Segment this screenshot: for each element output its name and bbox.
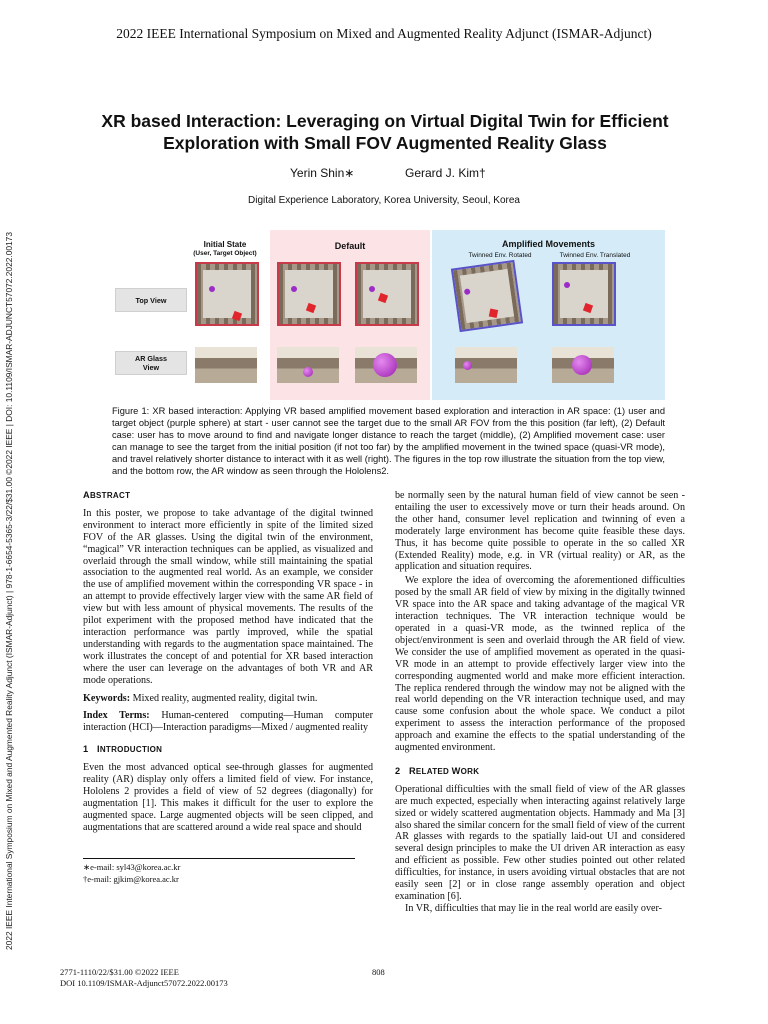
top-view-text: Top View	[135, 295, 167, 305]
abstract-text: In this poster, we propose to take advantage of the digital twinned environment to interact more efficiently in spite of the limited sized FOV of the AR glasses. Using the digital twin of the environment, “magical” VR interaction techniques can be applied, as visualized and overlaid through the small window, while still maintaining the spatial association to the augmented real world. As an example, we consider the use of amplified movement within the corresponding VR space - in an attempt to provide effectively larger view with the same AR field of view but with less amount of physical movements. The results of the pilot experiment with the proposed method have indicated that the interaction performance was partly improved, while the spatial understanding with regards to the augmentation space maintained. The work illustrates the concept of and potential for XR based interaction where the user can leverage on the advantages of both VR and AR mode operations.	[83, 507, 373, 686]
intro-heading	[83, 744, 373, 756]
keywords-label: Keywords:	[83, 692, 131, 704]
intro-continued-1: be normally seen by the natural human field of view cannot be seen - entailing the user to excessively move or turn their heads around. On the other hand, consumer level replication and twinning of even a moderately large environment has become quite feasible these days. Thus, it has become quite possible to operate in the so called XR (Extended Reality) mode, e.g. in VR (virtual reality) or AR, as the application and situation requires.	[395, 490, 685, 573]
intro-number: 1	[83, 744, 89, 755]
row-label-ar-glass	[115, 351, 187, 375]
paper-title	[60, 110, 710, 154]
conference-header: 2022 IEEE International Symposium on Mixed and Augmented Reality Adjunct (ISMAR-Adjunct)	[116, 26, 652, 41]
author-1: Yerin Shin∗	[290, 166, 355, 180]
top-view-default-2	[355, 262, 419, 326]
author-2: Gerard J. Kim†	[405, 166, 486, 180]
related-work-heading	[395, 766, 685, 778]
related-work-text-2: In VR, difficulties that may lie in the real world are easily over-	[405, 902, 663, 914]
related-heading-ork: ORK	[460, 766, 480, 776]
top-view-rotated	[451, 260, 523, 332]
label-default: Default	[334, 241, 366, 251]
footnote-rule	[83, 858, 355, 859]
top-view-translated	[552, 262, 616, 326]
related-heading-w: W	[451, 765, 461, 776]
ar-view-default-2	[355, 347, 417, 383]
ar-glass-text-1: AR Glass	[135, 354, 167, 363]
top-view-initial	[195, 262, 259, 326]
label-translated: Twinned Env. Translated	[559, 252, 631, 259]
ar-view-default-1	[277, 347, 339, 383]
related-number: 2	[395, 765, 401, 776]
index-terms-text: Human-centered computing—Human computer interaction (HCI)—Interaction paradigms—Mixed / augmented reality	[83, 710, 373, 734]
keywords	[83, 693, 373, 705]
title-line-2: Exploration with Small FOV Augmented Reality Glass	[163, 133, 607, 153]
price-line: 2771-1110/22/$31.00 ©2022 IEEE	[60, 967, 179, 977]
related-heading-r: R	[408, 765, 416, 776]
intro-heading-rest: NTRODUCTION	[99, 745, 163, 755]
footnote-1: ∗e-mail: syl43@korea.ac.kr	[83, 862, 181, 872]
abstract-heading-rest: BSTRACT	[89, 491, 131, 500]
side-doi-strip: 2022 IEEE International Symposium on Mixed and Augmented Reality Adjunct (ISMAR-Adjunct) | 978-1-6654-5365-3/22/$31.00 ©2022 IEEE | DOI: 10.1109/ISMAR-ADJUNCT57072.2022.00173	[4, 232, 14, 950]
ar-view-initial	[195, 347, 257, 383]
index-terms	[83, 710, 373, 734]
index-terms-label: Index Terms:	[83, 710, 150, 722]
figure-caption: Figure 1: XR based interaction: Applying VR based amplified movement based exploration and interaction in AR space: (1) user and target object (purple sphere) at start - user cannot see the target due to the small AR FOV from the this position (far left), (2) Default case: user has to move around to find and navigate longer distance to reach the target (middle), (2) Amplified movement case: user can manage to see the target from the initial position (if not too far) by the amplified movement in the twined space (quasi-VR mode), and travel relatively shorter distance to interact with it as well (right). The figures in the top row illustrate the situation from the top view, and the bottom row, the AR window as seen through the Hololens2.	[112, 406, 665, 476]
right-column	[395, 490, 685, 915]
affiliation: Digital Experience Laboratory, Korea University, Seoul, Korea	[248, 195, 520, 206]
row-label-top-view	[115, 288, 187, 312]
figure-1	[110, 230, 665, 400]
keywords-text: Mixed reality, augmented reality, digital twin.	[132, 692, 318, 704]
left-column	[83, 490, 373, 834]
page-number: 808	[372, 967, 385, 977]
related-heading-elated: ELATED	[415, 766, 452, 776]
abstract-heading	[83, 490, 373, 502]
label-rotated: Twinned Env. Rotated	[468, 252, 532, 259]
ar-glass-text-2: View	[142, 363, 160, 372]
related-work-text-1: Operational difficulties with the small field of view of the AR glasses are much expected, especially when interacting against relatively large sized or widely scattered augmentation objects. Hammady and Ma [3] also shared the similar concern for the small field of view of the current AR glasses with regards to the spatially laid-out UI and considered several design principles to make the UI driven AR interaction as easy and efficient as possible. Few other studies pointed out other related difficulties, for instance, in users avoiding virtual obstacles that are not easily seen [2] or in close range assembly operation and object examination [6].	[395, 783, 685, 902]
intro-heading-initial: I	[96, 744, 100, 755]
top-view-default-1	[277, 262, 341, 326]
abstract-heading-initial: A	[83, 490, 90, 500]
intro-continued-2: We explore the idea of overcoming the aforementioned difficulties posed by the small AR field of view by mixing in the digitally twinned VR space into the AR space and taking advantage of the magical VR interaction techniques. The VR interaction technique would be operated in a quasi-VR mode, as the twinned replica of the object/environment is seen and overlaid through the AR field of view. We consider the use of amplified movement as operated in the quasi-VR mode in an attempt to provide effectively larger view into the corresponding augmented world and make more efficient interaction. The replica rendered through the window may not be aligned with the real world depending on the VR interaction technique used, and may cause some confusion about the whole space. We conduct a pilot experiment to assess the interaction performance of the proposed approach and examine the effects to the spatial understanding of the augmented environment.	[395, 575, 685, 754]
title-line-1: XR based Interaction: Leveraging on Virtual Digital Twin for Efficient	[101, 111, 669, 131]
label-initial-sub: (User, Target Object)	[193, 250, 257, 257]
ar-view-translated	[552, 347, 614, 383]
footnote-2: †e-mail: gjkim@korea.ac.kr	[83, 874, 179, 884]
label-initial-state: Initial State	[203, 240, 247, 249]
intro-text: Even the most advanced optical see-through glasses for augmented reality (AR) display only offers a limited field of view. For instance, Hololens 2 provides a field of view of 52 degrees (diagonally) for augmentation [1]. This makes it difficult for the user to explore the augmented space. Large augmented objects will be seen clipped, and augmentations that are scattered around a wide real space and should	[83, 762, 373, 833]
ar-view-rotated	[455, 347, 517, 383]
label-amplified: Amplified Movements	[501, 239, 595, 249]
doi-line: DOI 10.1109/ISMAR-Adjunct57072.2022.00173	[60, 978, 228, 988]
